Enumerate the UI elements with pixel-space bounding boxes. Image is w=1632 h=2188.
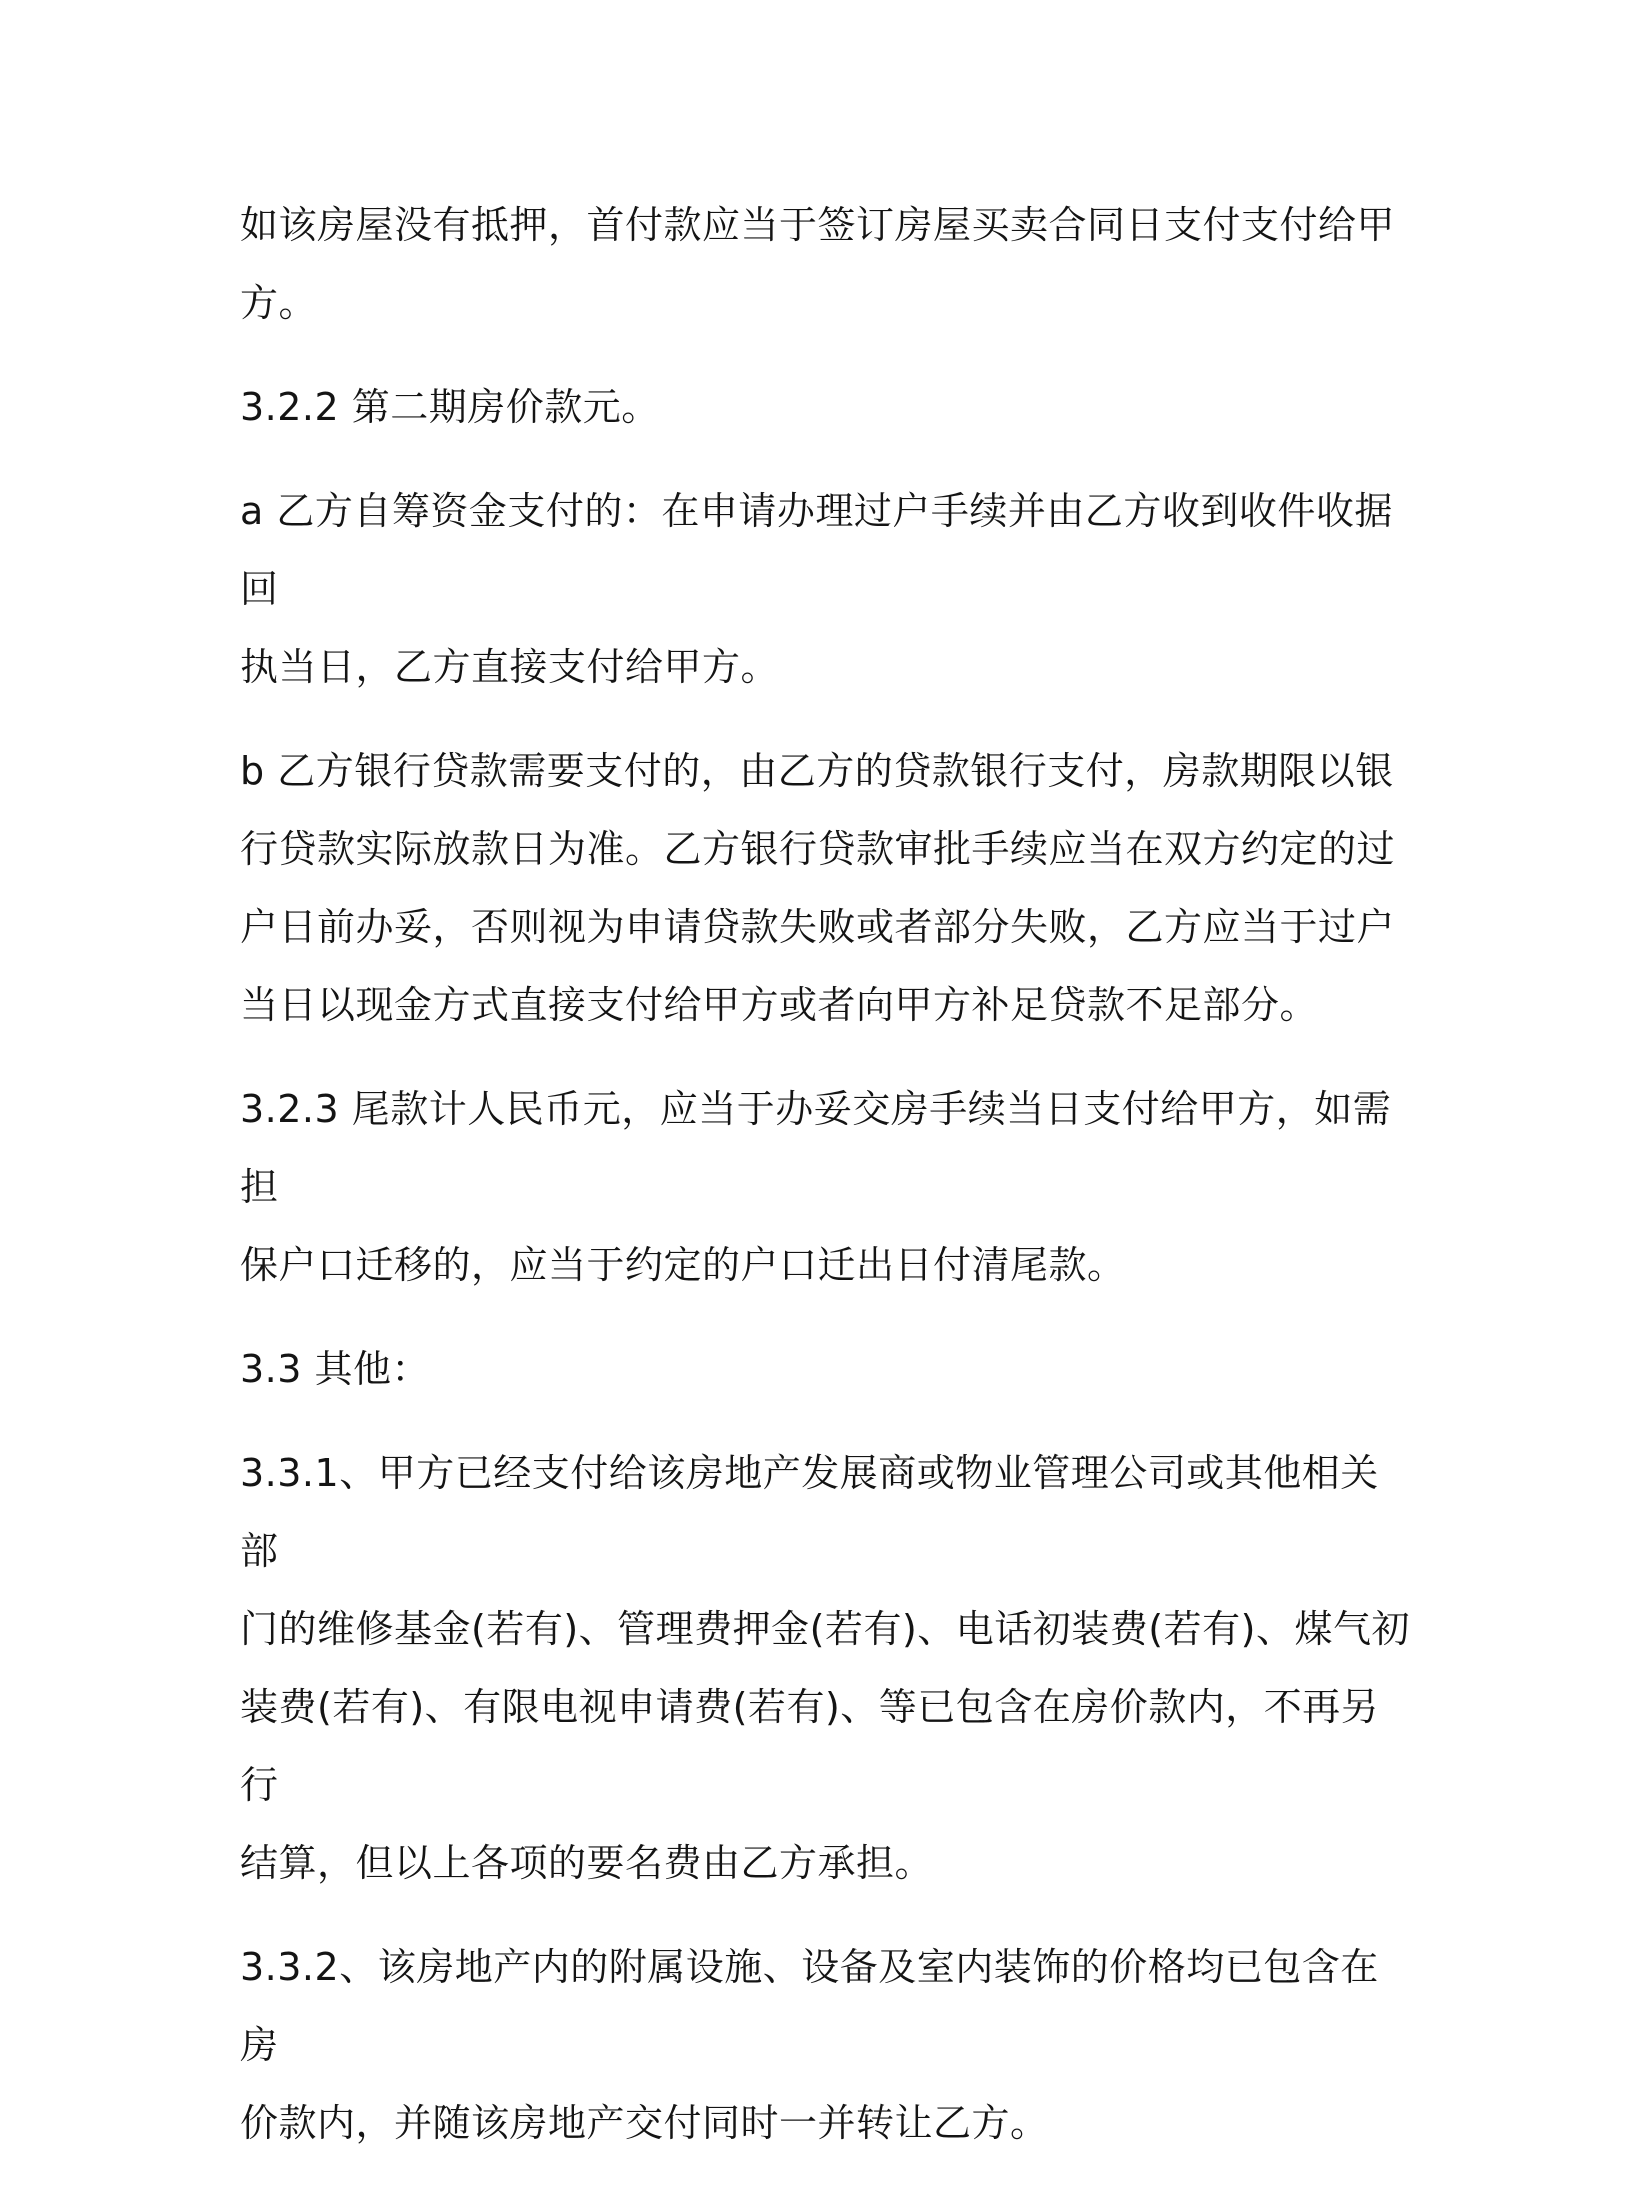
paragraph-down-payment: 如该房屋没有抵押，首付款应当于签订房屋买卖合同日支付支付给甲 方。 [240,203,1396,325]
paragraph-bank-loan: b 乙方银行贷款需要支付的，由乙方的贷款银行支付，房款期限以银 行贷款实际放款日为准。乙方银行贷款审批手续应当在双方约定的过 户日前办妥，否则视为申请贷款失败或者部分失败，乙方应当于过户 当日以现金方式直接支付给甲方或者向甲方补足贷款不足部分。 [240,749,1396,1027]
paragraph-3-2-3: 3.2.3 尾款计人民币元，应当于办妥交房手续当日支付给甲方，如需担 保户口迁移的，应当于约定的户口迁出日付清尾款。 [240,1087,1392,1287]
paragraph-self-funded: a 乙方自筹资金支付的：在申请办理过户手续并由乙方收到收件收据回 执当日，乙方直接支付给甲方。 [240,489,1393,689]
paragraph-3-3-2: 3.3.2、该房地产内的附属设施、设备及室内装饰的价格均已包含在房 价款内，并随该房地产交付同时一并转让乙方。 [240,1945,1379,2145]
paragraph-3-3-1: 3.3.1、甲方已经支付给该房地产发展商或物业管理公司或其他相关部 门的维修基金(若有)、管理费押金(若有)、电话初装费(若有)、煤气初 装费(若有)、有限电视申请费(若有)、等已包含在房价款内，不再另行 结算，但以上各项的要名费由乙方承担。 [240,1451,1410,1885]
paragraph-3-3: 3.3 其他： [240,1347,431,1391]
paragraph-3-2-2: 3.2.2 第二期房价款元。 [240,385,660,429]
document-body [240,186,1410,2188]
